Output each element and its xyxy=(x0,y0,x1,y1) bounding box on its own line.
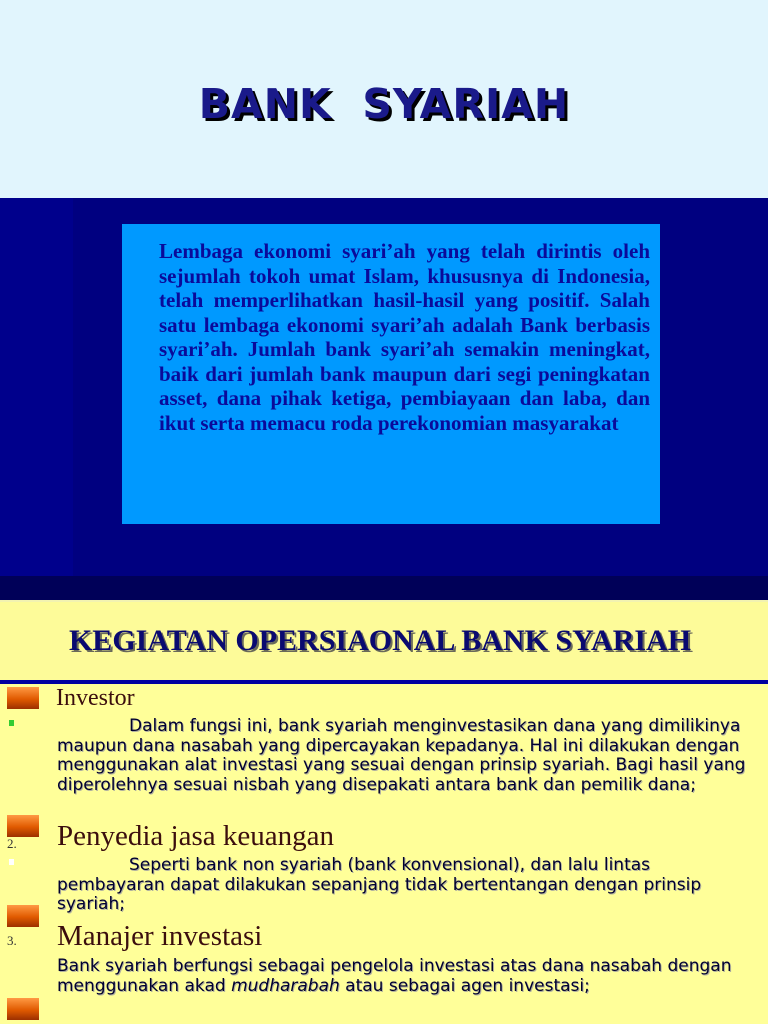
item-body: Seperti bank non syariah (bank konvensional), dan lalu lintas pembayaran dapat dilakukan sepanjang tidak bertentangan dengan prinsip syariah; xyxy=(57,855,702,914)
bottom-band xyxy=(0,576,768,600)
item-body xyxy=(57,957,757,996)
square-bullet-icon xyxy=(7,815,39,837)
square-bullet-icon xyxy=(7,687,39,709)
slide-title: KEGIATAN OPERSIAONAL BANK SYARIAH xyxy=(68,624,692,657)
item-body-text: Bank syariah berfungsi sebagai pengelola investasi atas dana nasabah dengan menggunakan akad xyxy=(57,956,732,996)
left-strip xyxy=(0,198,73,576)
item-number: 3. xyxy=(7,933,17,948)
header-divider xyxy=(0,680,768,684)
item-body-text: atau sebagai agen investasi; xyxy=(339,975,590,996)
header-top-line xyxy=(0,600,768,602)
small-square-bullet-icon xyxy=(9,859,14,865)
item-number: 2. xyxy=(7,836,17,851)
small-square-bullet-icon xyxy=(9,720,14,726)
slide-kegiatan-operasional xyxy=(0,600,768,1024)
item-heading: Penyedia jasa keuangan xyxy=(57,820,335,852)
item-heading: Investor xyxy=(56,685,135,711)
item-body-emphasis: mudharabah xyxy=(231,975,340,996)
item-body: Dalam fungsi ini, bank syariah menginvestasikan dana yang dimilikinya maupun dana nasabah yang dipercayakan kepadanya. Hal ini dilakukan dengan menggunakan alat investasi yang sesuai dengan prinsip syariah. Bagi hasil yang diperolehnya sesuai nisbah yang disepakati antara bank dan pemilik dana; xyxy=(57,716,746,795)
square-bullet-icon xyxy=(7,905,39,927)
square-bullet-icon xyxy=(7,998,39,1020)
slide-title: BANK SYARIAH xyxy=(198,80,570,128)
intro-paragraph: Lembaga ekonomi syari’ah yang telah dirintis oleh sejumlah tokoh umat Islam, khususnya di Indonesia, telah memperlihatkan hasil-hasil yang positif. Salah satu lembaga ekonomi syari’ah adalah Bank berbasis syari’ah. Jumlah bank syari’ah semakin meningkat, baik dari jumlah bank maupun dari segi peningkatan asset, dana pihak ketiga, pembiayaan dan laba, dan ikut serta memacu roda perekonomian masyarakat xyxy=(159,239,650,435)
item-heading: Manajer investasi xyxy=(57,920,263,952)
